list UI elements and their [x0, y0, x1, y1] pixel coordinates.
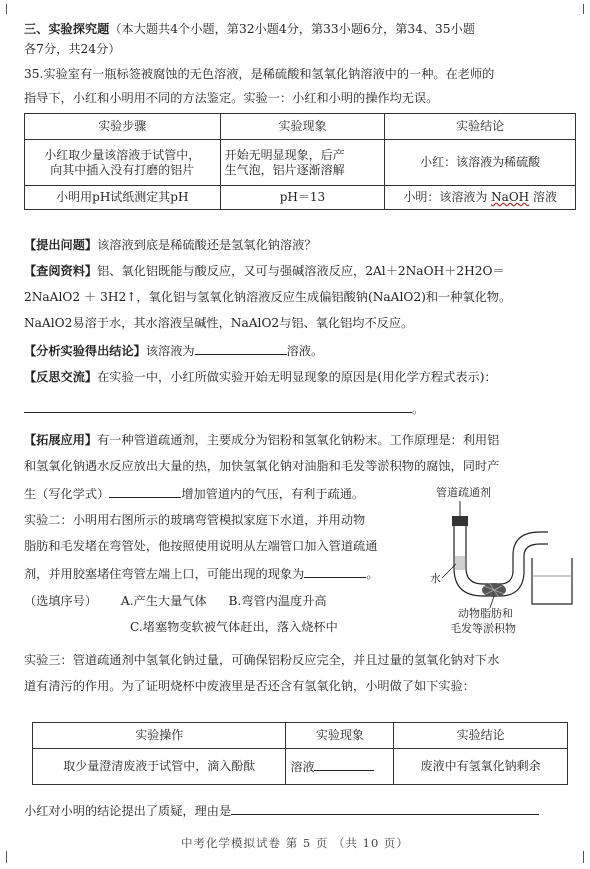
doubt-text: 小红对小明的结论提出了质疑，理由是 [24, 804, 232, 818]
extend-line2: 和氢氧化钠遇水反应放出大量的热，加快氢氧化钠对油脂和毛发等淤积物的腐蚀，同时产 [24, 459, 500, 473]
row1-obs-line2: 生气泡，铝片逐渐溶解 [224, 162, 345, 177]
extend-line3-prefix: 生（写化学式） [24, 487, 110, 501]
table2-header-conclusion: 实验结论 [394, 723, 568, 749]
table1-row-xiaoming [25, 186, 576, 210]
reflect-end: 。 [412, 402, 425, 416]
section-title: 三、实验探究题 [24, 22, 110, 36]
reflect-text: 在实验一中，小红所做实验开始无明显现象的原因是(用化学方程式表示)： [97, 370, 497, 384]
crop-mark-top-left [6, 4, 20, 14]
table1-header-row [25, 114, 576, 140]
table2-observation [286, 749, 394, 785]
reflect-blank[interactable] [24, 401, 412, 413]
experiment-table-2 [32, 722, 568, 785]
table2-conclusion: 废液中有氢氧化钠剩余 [394, 749, 568, 785]
table1-row2-observation: pH＝13 [220, 186, 385, 210]
analysis-prefix: 该溶液为 [145, 344, 195, 358]
beaker [532, 558, 572, 604]
row1-step-line1: 小红取少量该溶液于试管中， [44, 147, 201, 162]
reflect-tag: 【反思交流】 [24, 370, 98, 384]
exp2-line3 [24, 566, 379, 582]
table1-row1-observation [220, 140, 385, 186]
extend-text1: 有一种管道疏通剂，主要成分为铝粉和氢氧化钠粉末。工作原理是：利用铝 [97, 433, 500, 447]
pipe-inner-wall [466, 526, 548, 584]
water-fill [455, 556, 465, 570]
table2-header-observation: 实验现象 [286, 723, 394, 749]
extend-line3 [24, 486, 364, 502]
exp2-option-a: A.产生大量气体 [120, 594, 207, 608]
doubt-line [24, 803, 539, 819]
exp3-line2: 道有清污的作用。为了证明烧杯中废液里是否还含有氢氧化钠，小明做了如下实验： [24, 679, 475, 693]
q35-line2: 指导下，小红和小明用不同的方法鉴定。实验一：小红和小明的操作均无误。 [24, 91, 439, 105]
exp2-blank[interactable] [304, 566, 366, 578]
reflect-line [24, 370, 497, 385]
exp2-options-row1 [24, 594, 327, 609]
table2-row [33, 749, 568, 785]
crop-mark-bottom-right [570, 851, 584, 863]
section-heading [24, 22, 475, 37]
section-note: （本大题共4个小题，第32小题4分，第33小题6分，第34、35小题 [109, 22, 475, 36]
figure-top-label: 管道疏通剂 [436, 486, 491, 499]
table2-operation: 取少量澄清废液于试管中，滴入酚酞 [33, 749, 286, 785]
exp2-line3-end: 。 [366, 567, 379, 581]
experiment-table-1 [24, 113, 576, 210]
analysis-line [24, 343, 323, 359]
question-text: 该溶液到底是稀硫酸还是氢氧化钠溶液？ [97, 238, 317, 252]
question-line [24, 238, 317, 253]
table1-row2-conclusion [385, 186, 576, 210]
row1-obs-line1: 开始无明显现象，后产 [224, 147, 345, 162]
table2-header-operation: 实验操作 [33, 723, 286, 749]
exp2-line2: 脂肪和毛发堵在弯管处，他按照使用说明从左端管口加入管道疏通 [24, 539, 378, 553]
extend-line3-suffix: 增加管道内的气压，有利于疏通。 [181, 487, 365, 501]
crop-mark-bottom-left [6, 851, 20, 863]
info-line3: NaAlO2易溶于水，其水溶液呈碱性，NaAlO2与铝、氧化铝均不反应。 [24, 316, 414, 330]
table1-row2-step: 小明用pH试纸测定其pH [25, 186, 221, 210]
question-tag: 【提出问题】 [24, 238, 98, 252]
table2-obs-blank[interactable] [314, 759, 374, 771]
figure-bottom-label-line1: 动物脂肪和 [458, 607, 513, 620]
extend-formula-blank[interactable] [109, 486, 181, 498]
figure-bottom-label-line2: 毛发等淤积物 [450, 622, 516, 635]
table1-row1-conclusion: 小红：该溶液为稀硫酸 [385, 140, 576, 186]
exp2-line1: 实验二：小明用右图所示的玻璃弯管模拟家庭下水道，并用动物 [24, 513, 366, 527]
row2-conclusion-prefix: 小明：该溶液为 [403, 190, 488, 204]
q35-line1: 35.实验室有一瓶标签被腐蚀的无色溶液，是稀硫酸和氢氧化钠溶液中的一种。在老师的 [24, 67, 495, 81]
section-note-line2: 各7分，共24分） [24, 42, 121, 56]
extend-tag: 【拓展应用】 [24, 433, 98, 447]
row2-conclusion-suffix: 溶液 [532, 190, 557, 204]
row2-conclusion-naoh: NaOH [491, 190, 530, 204]
exp2-option-b: B.弯管内温度升高 [228, 594, 327, 608]
figure-water-label: 水 [430, 572, 441, 585]
info-line2: 2NaAlO2 ＋ 3H2↑，氧化铝与氢氧化钠溶液反应生成偏铝酸钠(NaAlO2)和一种氧化物。 [24, 290, 512, 304]
analysis-blank[interactable] [195, 343, 287, 355]
rubber-stopper [452, 516, 468, 526]
info-line1 [24, 264, 505, 279]
analysis-suffix: 溶液。 [286, 344, 324, 358]
analysis-tag: 【分析实验得出结论】 [24, 344, 146, 358]
table2-obs-prefix: 溶液 [290, 759, 315, 774]
table1-row1-step [25, 140, 221, 186]
extend-line1 [24, 433, 499, 448]
row1-step-line2: 向其中插入没有打磨的铝片 [50, 162, 195, 177]
info-text1: 铝、氧化铝既能与酸反应，又可与强碱溶液反应，2Al＋2NaOH＋2H2O＝ [97, 264, 505, 278]
exp2-select-note: （选填序号） [24, 594, 98, 608]
exp2-option-c: C.堵塞物变软被气体赶出，落入烧杯中 [130, 620, 338, 634]
doubt-blank[interactable] [231, 803, 539, 815]
table1-header-observation: 实验现象 [220, 114, 385, 140]
page-footer: 中考化学模拟试卷 第 5 页 （共 10 页） [181, 836, 409, 850]
table2-header-row [33, 723, 568, 749]
table1-header-step: 实验步骤 [25, 114, 221, 140]
table1-row-xiaohong [25, 140, 576, 186]
exp3-line1: 实验三：管道疏通剂中氢氧化钠过量，可确保铝粉反应完全，并且过量的氢氧化钠对下水 [24, 653, 500, 667]
info-tag: 【查阅资料】 [24, 264, 98, 278]
crop-mark-top-right [570, 4, 584, 14]
table1-header-conclusion: 实验结论 [385, 114, 576, 140]
exp2-line3-text: 剂，并用胶塞堵住弯管左端上口，可能出现的现象为 [24, 567, 305, 581]
reflect-answer-line [24, 401, 424, 417]
pipe-diagram [428, 486, 578, 636]
